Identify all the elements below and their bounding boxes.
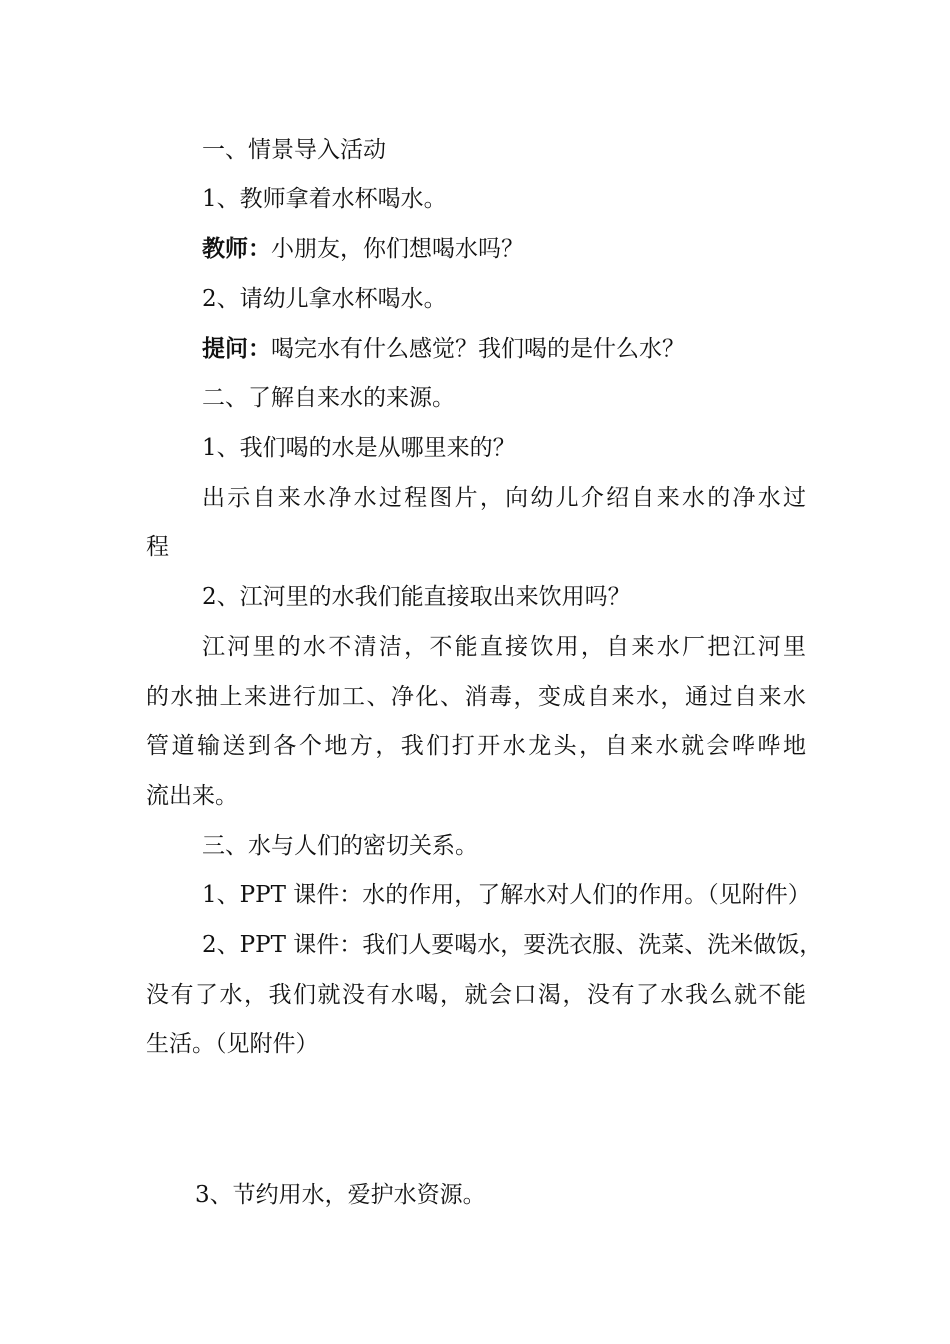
paragraph-line: 程 — [146, 534, 169, 560]
paragraph-line: 1、我们喝的水是从哪里来的？ — [202, 435, 516, 461]
paragraph-line: 江河里的水不清洁，不能直接饮用，自来水厂把江河里 — [202, 634, 806, 660]
section-heading-3: 三、水与人们的密切关系。 — [202, 833, 478, 859]
paragraph-line: 没有了水，我们就没有水喝，就会口渴，没有了水我么就不能 — [146, 982, 806, 1008]
speaker-label: 教师： — [202, 235, 271, 262]
section-heading-1: 一、情景导入活动 — [202, 137, 386, 163]
paragraph-line: 流出来。 — [146, 783, 238, 809]
paragraph-line: 2、江河里的水我们能直接取出来饮用吗？ — [202, 584, 631, 610]
paragraph-line: 的水抽上来进行加工、净化、消毒，变成自来水，通过自来水 — [146, 684, 806, 710]
speaker-label: 提问： — [202, 335, 271, 362]
paragraph-line: 管道输送到各个地方，我们打开水龙头，自来水就会哗哗地 — [146, 733, 806, 759]
paragraph-line: 3、节约用水，爱护水资源。 — [195, 1182, 486, 1208]
section-heading-2: 二、了解自来水的来源。 — [202, 385, 455, 411]
paragraph-line: 2、PPT 课件：我们人要喝水，要洗衣服、洗菜、洗米做饭， — [202, 932, 823, 958]
paragraph-line: 出示自来水净水过程图片，向幼儿介绍自来水的净水过 — [202, 485, 806, 511]
paragraph-line: 生活。（见附件） — [146, 1031, 319, 1057]
paragraph-line: 1、教师拿着水杯喝水。 — [202, 186, 447, 212]
dialogue-line-question: 提问：喝完水有什么感觉？我们喝的是什么水？ — [202, 335, 685, 362]
paragraph-line: 1、PPT 课件：水的作用，了解水对人们的作用。（见附件） — [202, 882, 811, 908]
dialogue-line-teacher: 教师：小朋友，你们想喝水吗？ — [202, 235, 524, 262]
paragraph-line: 2、请幼儿拿水杯喝水。 — [202, 286, 447, 312]
